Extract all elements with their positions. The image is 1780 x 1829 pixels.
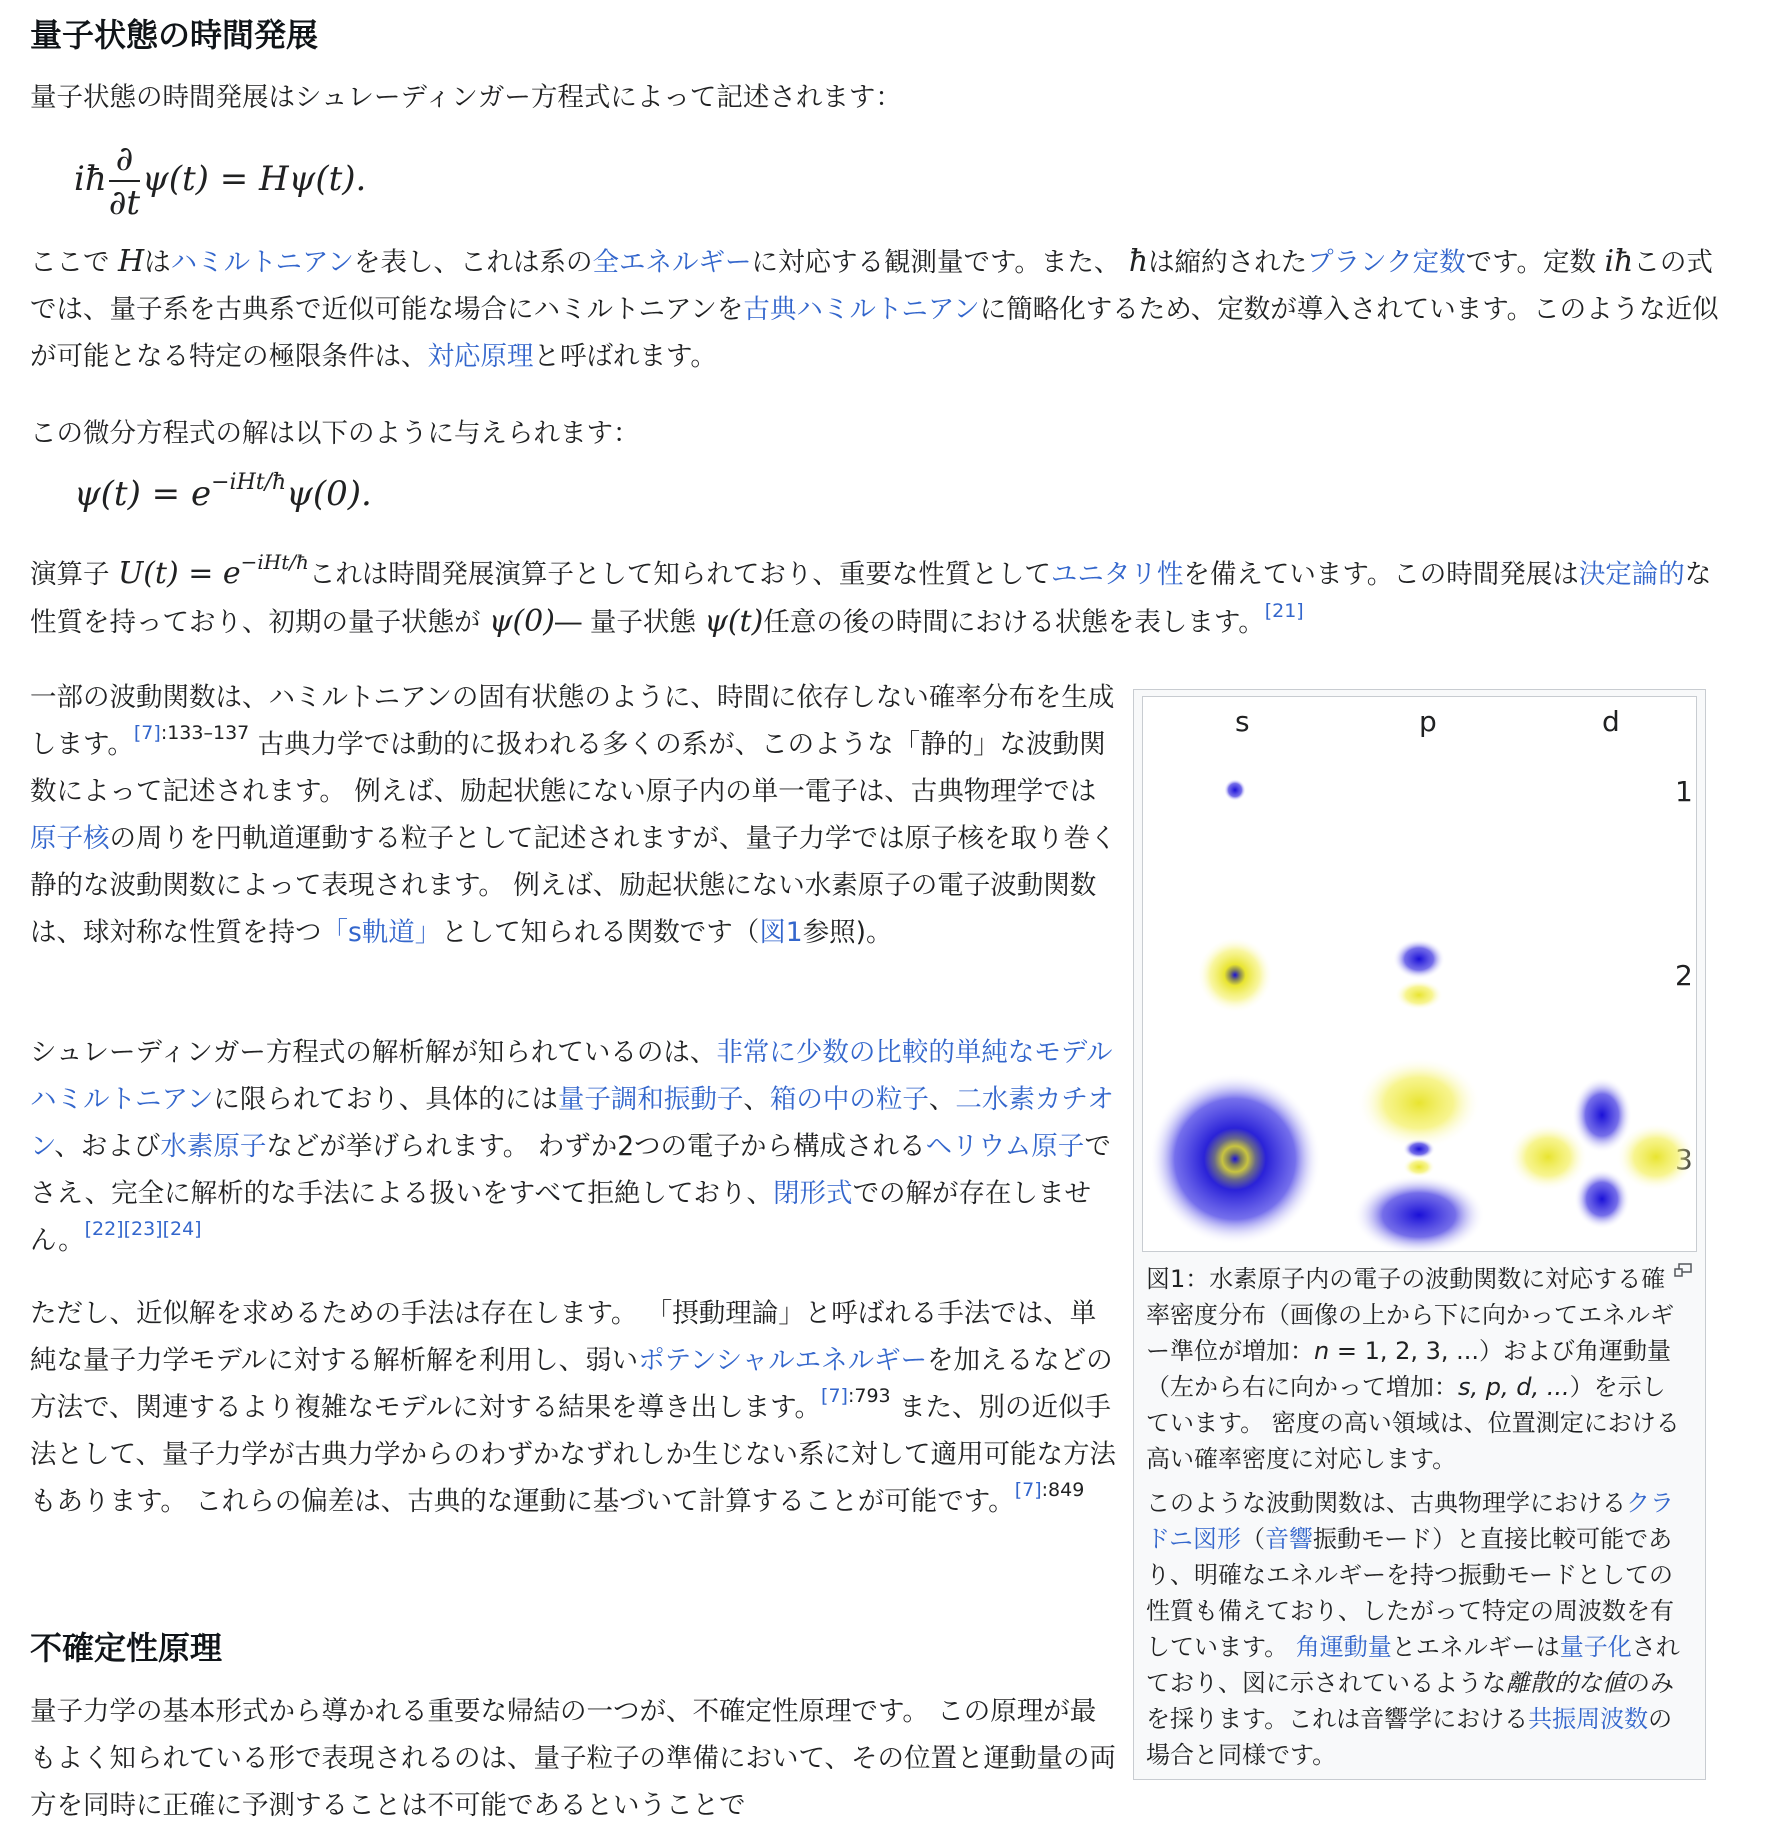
link-hydrogen-atom[interactable]: 水素原子 (160, 1131, 267, 1162)
link-angular-momentum[interactable]: 角運動量 (1295, 1633, 1392, 1661)
eq-partial-num: ∂ (109, 138, 140, 182)
orbital-2p-upper-lobe (1393, 939, 1445, 979)
math-U-exponent: −iHt/ħ (240, 550, 309, 574)
link-quantization[interactable]: 量子化 (1559, 1633, 1632, 1661)
text: は縮約された (1148, 247, 1308, 278)
link-classical-hamiltonian[interactable]: 古典ハミルトニアン (743, 294, 980, 325)
text: のみを採ります。これは音響学における (1146, 1669, 1674, 1733)
text: また、別の近似手法として、量子力学が古典力学からのわずかなずれしか生じない系に対して適用可能な方法もあります。 これらの偏差は、古典的な運動に基づいて計算することが可能です。 (30, 1392, 1116, 1517)
orbital-3d-lower-lobe (1574, 1169, 1630, 1229)
orbital-3d-right-lobe (1616, 1123, 1696, 1191)
text: シュレーディンガー方程式の解析解が知られているのは、 (30, 1037, 717, 1068)
ref-pages: :133–137 (160, 722, 250, 744)
text: 一部の波動関数は、ハミルトニアンの固有状態のように、時間に依存しない確率分布を生成します。 (30, 682, 1115, 760)
text: されており、図に示されているような (1146, 1633, 1680, 1697)
figure-caption-main (1146, 1261, 1688, 1477)
text: = 1, 2, 3, ...）および角運動量（左から右に向かって増加： (1146, 1337, 1672, 1401)
link-correspondence-principle[interactable]: 対応原理 (427, 341, 534, 372)
link-few-simple-models[interactable]: 非常に少数の比較的単純なモデルハミルトニアン (30, 1037, 1113, 1115)
link-nucleus[interactable]: 原子核 (30, 823, 110, 854)
section-heading-time-evolution: 量子状態の時間発展 (30, 16, 319, 54)
orbital-3d-left-lobe (1508, 1123, 1588, 1191)
link-total-energy[interactable]: 全エネルギー (592, 247, 752, 278)
link-unitarity[interactable]: ユニタリ性 (1050, 559, 1184, 590)
ref-7-793[interactable]: [7] (821, 1385, 848, 1407)
link-potential-energy[interactable]: ポテンシャルエネルギー (638, 1345, 928, 1376)
text: 振動モード）と直接比較可能であり、明確なエネルギーを持つ振動モードとしての性質も備えており、したがって特定の周波数を有しています。 (1146, 1525, 1674, 1661)
orbital-2s (1197, 937, 1273, 1013)
orbital-3p-lower-lobe (1353, 1175, 1485, 1251)
text: この式では、量子系を古典系で近似可能な場合にハミルトニアンを (30, 247, 1713, 325)
eq-partial-fraction (109, 138, 140, 224)
link-dihydrogen-cation[interactable]: 二水素カチオン (30, 1084, 1114, 1162)
math-U: U(t) = e (117, 556, 241, 591)
text: として知られる関数です（ (441, 917, 760, 948)
link-deterministic[interactable]: 決定論的 (1578, 559, 1685, 590)
equation-schrodinger (74, 138, 366, 224)
text: と呼ばれます。 (533, 341, 717, 372)
eq2-rhs: ψ(0). (286, 474, 372, 514)
orbital-3s (1149, 1073, 1321, 1245)
text: ただし、近似解を求めるための手法は存在します。 「摂動理論」と呼ばれる手法では、単純な量子力学モデルに対する解析解を利用し、弱い (30, 1298, 1097, 1376)
text: に限られており、具体的には (213, 1084, 558, 1115)
eq2-lhs: ψ(t) = e (74, 474, 212, 514)
link-resonance-frequency[interactable]: 共振周波数 (1528, 1705, 1649, 1733)
text: な性質を持っており、初期の量子状態が (30, 559, 1712, 638)
link-quantum-harmonic-oscillator[interactable]: 量子調和振動子 (557, 1084, 744, 1115)
text: これは時間発展演算子として知られており、重要な性質として (308, 559, 1051, 590)
text: 参照)。 (802, 917, 893, 948)
text: の場合と同様です。 (1146, 1705, 1673, 1769)
text: での解が存在しません。 (30, 1178, 1092, 1256)
orbital-1s (1224, 779, 1246, 801)
link-planck-constant[interactable]: プランク定数 (1307, 247, 1466, 278)
link-helium-atom[interactable]: ヘリウム原子 (925, 1131, 1085, 1162)
paragraph-intro: 量子状態の時間発展はシュレーディンガー方程式によって記述されます： (30, 82, 902, 113)
row-label-2: 2 (1675, 959, 1693, 992)
link-figure-1[interactable]: 図1 (759, 917, 803, 948)
orbital-3p-inner-yellow (1403, 1157, 1435, 1177)
text: ― 量子状態 (554, 607, 705, 638)
text-discrete-values: 離散的な値 (1506, 1669, 1626, 1697)
orbital-3p-inner-blue (1403, 1139, 1435, 1159)
text: 演算子 (30, 559, 118, 590)
text: を備えています。この時間発展は (1183, 559, 1579, 590)
row-label-1: 1 (1675, 775, 1693, 808)
math-H: H (117, 244, 145, 279)
ref-22-23-24[interactable]: [22][23][24] (84, 1218, 202, 1240)
text: 古典力学では動的に扱われる多くの系が、このような「静的」な波動関数によって記述されます。 例えば、励起状態にない原子内の単一電子は、古典物理学では (30, 729, 1106, 807)
paragraph-uncertainty: 量子力学の基本形式から導かれる重要な帰結の一つが、不確定性原理です。 この原理が最もよく知られている形で表現されるのは、量子粒子の準備において、その位置と運動量の両方を同時に正確に予測することは不可能であるということで (30, 1696, 1116, 1821)
text: 、 (928, 1084, 956, 1115)
ref-7-849[interactable]: [7] (1014, 1479, 1042, 1501)
figure-caption-secondary (1146, 1485, 1688, 1773)
eq-lhs-psi: ψ(t) (142, 159, 209, 199)
math-hbar: ħ (1128, 244, 1149, 279)
text: は (144, 247, 171, 278)
orbital-3p-upper-lobe (1357, 1057, 1481, 1149)
text-n: n (1314, 1337, 1330, 1365)
ref-7[interactable]: [7] (133, 722, 161, 744)
text: 、 (743, 1084, 770, 1115)
equation-solution (74, 470, 372, 514)
figure-image[interactable] (1142, 696, 1697, 1252)
paragraph-stationary-states (30, 674, 1120, 956)
orbital-2p-lower-lobe (1395, 980, 1443, 1010)
paragraph-hamiltonian (30, 238, 1730, 380)
math-ihbar: iħ (1604, 244, 1634, 279)
text: （ (1241, 1525, 1266, 1553)
text: です。定数 (1465, 247, 1605, 278)
text: でさえ、完全に解析的な手法による扱いをすべて拒絶しており、 (30, 1131, 1111, 1209)
paragraph-solution-intro: この微分方程式の解は以下のように与えられます： (30, 418, 640, 449)
text: 任意の後の時間における状態を表します。 (763, 607, 1265, 638)
text: を表し、これは系の (354, 247, 593, 278)
eq-equals: = (208, 159, 259, 199)
link-particle-in-box[interactable]: 箱の中の粒子 (769, 1084, 929, 1115)
paragraph-analytic-solutions (30, 1029, 1120, 1264)
link-s-orbital[interactable]: 「s軌道」 (321, 917, 442, 948)
eq2-exponent: −iHt/ħ (211, 470, 287, 495)
text: 、および (54, 1131, 161, 1162)
text: の周りを円軌道運動する粒子として記述されますが、量子力学では原子核を取り巻く静的な波動関数によって表現されます。 例えば、励起状態にない水素原子の電子波動関数は、球対称な性質を持つ (30, 823, 1117, 948)
text: を加えるなどの方法で、関連するより複雑なモデルに対する結果を導き出します。 (30, 1345, 1113, 1423)
paragraph-approximation (30, 1290, 1120, 1525)
text: とエネルギーは (1391, 1633, 1560, 1661)
paragraph-time-evolution-operator (30, 550, 1730, 646)
eq-ihbar: iħ (74, 159, 107, 199)
link-acoustics[interactable]: 音響 (1265, 1525, 1314, 1553)
col-label-d: d (1602, 705, 1620, 738)
link-closed-form[interactable]: 閉形式 (773, 1178, 853, 1209)
text: このような波動関数は、古典物理学における (1146, 1489, 1626, 1517)
figure-hydrogen-orbitals (1133, 689, 1706, 1780)
orbital-density-image (1143, 697, 1696, 1251)
link-chladni-figures[interactable]: クラドニ図形 (1146, 1489, 1674, 1553)
text: ここで (30, 247, 118, 278)
eq-rhs: Hψ(t). (259, 159, 367, 199)
math-psi0: ψ(0) (488, 604, 555, 639)
ref-21[interactable]: [21] (1264, 600, 1304, 622)
text: に簡略化するため、定数が導入されています。このような近似が可能となる特定の極限条件は、 (30, 294, 1719, 372)
ref-pages: :793 (847, 1385, 891, 1407)
text: 図1：水素原子内の電子の波動関数に対応する確率密度分布（画像の上から下に向かってエネルギー準位が増加： (1146, 1265, 1674, 1365)
text-spd: s, p, d, ... (1458, 1373, 1570, 1401)
eq-partial-den: ∂t (108, 183, 141, 223)
section-heading-uncertainty: 不確定性原理 (30, 1629, 223, 1667)
col-label-s: s (1235, 705, 1250, 738)
text: に対応する観測量です。また、 (751, 247, 1129, 278)
link-hamiltonian[interactable]: ハミルトニアン (170, 247, 354, 278)
col-label-p: p (1419, 705, 1437, 738)
ref-pages: :849 (1041, 1479, 1085, 1501)
text: ）を示しています。 密度の高い領域は、位置測定における高い確率密度に対応します。 (1146, 1373, 1680, 1473)
math-psit: ψ(t) (704, 604, 764, 639)
text: などが挙げられます。 わずか2つの電子から構成される (266, 1131, 926, 1162)
